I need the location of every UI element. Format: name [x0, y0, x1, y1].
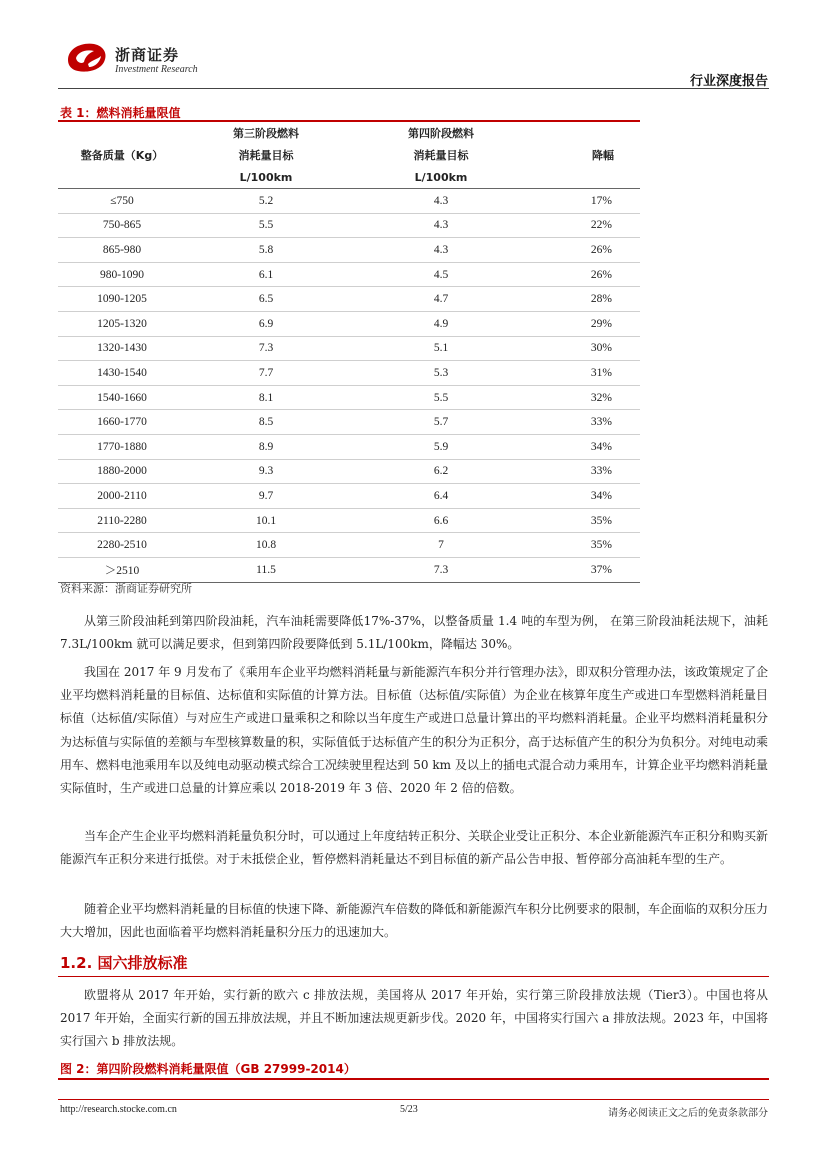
- cell-stage4: 5.7: [346, 410, 536, 435]
- cell-stage3: 7.3: [186, 336, 346, 361]
- cell-drop: 34%: [536, 484, 640, 509]
- cell-mass: 750-865: [58, 213, 186, 238]
- header-stage4-line2: 消耗量目标: [413, 149, 469, 162]
- table-row: [58, 484, 640, 509]
- header-stage4-unit: L/100km: [346, 166, 536, 189]
- table-row: [58, 311, 640, 336]
- cell-stage3: 10.1: [186, 508, 346, 533]
- cell-stage4: 5.3: [346, 361, 536, 386]
- header-stage3-unit: L/100km: [186, 166, 346, 189]
- header-mass: 整备质量（Kg）: [80, 149, 164, 162]
- table-row: [58, 557, 640, 582]
- cell-stage3: 8.1: [186, 385, 346, 410]
- cell-mass: 1430-1540: [58, 361, 186, 386]
- paragraph-3: 当车企产生企业平均燃料消耗量负积分时，可以通过上年度结转正积分、关联企业受让正积分、本企业新能源汽车正积分和购买新能源汽车正积分来进行抵偿。对于未抵偿企业，暂停燃料消耗量达不到目标值的新产品公告申报、暂停部分高油耗车型的生产。: [60, 829, 769, 867]
- cell-stage4: 6.4: [346, 484, 536, 509]
- cell-drop: 22%: [536, 213, 640, 238]
- cell-drop: 29%: [536, 311, 640, 336]
- header-stage4-line1: 第四阶段燃料: [408, 127, 474, 140]
- cell-stage3: 8.5: [186, 410, 346, 435]
- company-logo-icon: [64, 40, 110, 74]
- company-subtitle: Investment Research: [115, 64, 198, 75]
- table-caption: 表 1：燃料消耗量限值: [60, 106, 181, 120]
- cell-drop: 26%: [536, 262, 640, 287]
- cell-mass: 980-1090: [58, 262, 186, 287]
- cell-drop: 32%: [536, 385, 640, 410]
- cell-mass: 2110-2280: [58, 508, 186, 533]
- table-row: [58, 189, 640, 214]
- cell-stage4: 4.7: [346, 287, 536, 312]
- cell-mass: 1660-1770: [58, 410, 186, 435]
- cell-stage4: 4.9: [346, 311, 536, 336]
- table-row: [58, 459, 640, 484]
- footer-link[interactable]: http://research.stocke.com.cn: [60, 1104, 177, 1115]
- cell-drop: 35%: [536, 508, 640, 533]
- cell-drop: 31%: [536, 361, 640, 386]
- header-stage3-line1: 第三阶段燃料: [233, 127, 299, 140]
- cell-drop: 17%: [536, 189, 640, 214]
- cell-stage4: 5.9: [346, 434, 536, 459]
- table-row: [58, 434, 640, 459]
- cell-drop: 33%: [536, 410, 640, 435]
- cell-mass: 865-980: [58, 238, 186, 263]
- cell-mass: ＞2510: [58, 557, 186, 582]
- footer-disclaimer: 请务必阅读正文之后的免责条款部分: [608, 1108, 768, 1119]
- header-blank: [58, 122, 186, 144]
- section-divider: [58, 976, 769, 977]
- report-type: 行业深度报告: [689, 74, 768, 89]
- page-number: 5/23: [400, 1104, 418, 1115]
- cell-stage3: 11.5: [186, 557, 346, 582]
- cell-mass: 1770-1880: [58, 434, 186, 459]
- cell-mass: 1090-1205: [58, 287, 186, 312]
- paragraph-1: 从第三阶段油耗到第四阶段油耗，汽车油耗需要降低17%-37%，以整备质量 1.4 吨的车型为例， 在第三阶段油耗法规下，油耗 7.3L/100km 就可以满足要求，但到第四阶段要降低到 5.1L/100km，降幅达 30%。: [60, 614, 768, 652]
- cell-stage3: 9.7: [186, 484, 346, 509]
- cell-stage4: 6.2: [346, 459, 536, 484]
- cell-stage4: 4.3: [346, 189, 536, 214]
- cell-mass: ≤750: [58, 189, 186, 214]
- cell-mass: 1320-1430: [58, 336, 186, 361]
- cell-stage3: 8.9: [186, 434, 346, 459]
- cell-mass: 2000-2110: [58, 484, 186, 509]
- table-row: [58, 262, 640, 287]
- cell-stage3: 5.8: [186, 238, 346, 263]
- cell-stage4: 7.3: [346, 557, 536, 582]
- header-blank: [536, 122, 640, 144]
- table-source: 资料来源：浙商证券研究所: [60, 582, 192, 595]
- cell-drop: 37%: [536, 557, 640, 582]
- cell-stage4: 6.6: [346, 508, 536, 533]
- header-drop: 降幅: [592, 149, 614, 162]
- cell-mass: 1205-1320: [58, 311, 186, 336]
- figure-caption-divider: [58, 1078, 769, 1080]
- table-row: [58, 287, 640, 312]
- cell-stage3: 5.5: [186, 213, 346, 238]
- table-row: [58, 385, 640, 410]
- table-row: [58, 533, 640, 558]
- cell-stage3: 9.3: [186, 459, 346, 484]
- header-stage3-line2: 消耗量目标: [238, 149, 294, 162]
- table-row: [58, 410, 640, 435]
- table-row: [58, 238, 640, 263]
- footer-divider: [58, 1099, 769, 1100]
- figure-caption: 图 2：第四阶段燃料消耗量限值（GB 27999-2014）: [60, 1062, 356, 1076]
- table-row: [58, 361, 640, 386]
- paragraph-5: 欧盟将从 2017 年开始，实行新的欧六 c 排放法规，美国将从 2017 年开始，实行第三阶段排放法规（Tier3）。中国也将从 2017 年开始，全面实行新的国五排放法规，并且不断加速法规更新步伐。2020 年，中国将实行国六 a 排放法规。2023 年，中国将实行国六 b 排放法规。: [60, 988, 768, 1049]
- cell-drop: 30%: [536, 336, 640, 361]
- header-blank: [536, 166, 640, 189]
- paragraph-4: 随着企业平均燃料消耗量的目标值的快速下降、新能源汽车倍数的降低和新能源汽车积分比例要求的限制，车企面临的双积分压力大大增加，因此也面临着平均燃料消耗量积分压力的迅速加大。: [60, 902, 769, 940]
- cell-stage3: 6.5: [186, 287, 346, 312]
- table-row: [58, 213, 640, 238]
- fuel-consumption-table: [58, 122, 640, 583]
- cell-drop: 35%: [536, 533, 640, 558]
- header-divider: [58, 88, 769, 89]
- cell-stage3: 7.7: [186, 361, 346, 386]
- cell-stage4: 7: [346, 533, 536, 558]
- table-row: [58, 336, 640, 361]
- paragraph-2: 我国在 2017 年 9 月发布了《乘用车企业平均燃料消耗量与新能源汽车积分并行管理办法》，即双积分管理办法，该政策规定了企业平均燃料消耗量的目标值、达标值和实际值的计算方法。目标值（达标值/实际值）为企业在核算年度生产或进口车型燃料消耗量目标值（达标值/实际值）与对应生产或进口量乘积之和除以当年度生产或进口总量计算出的平均燃料消耗量。企业平均燃料消耗量积分为达标值与实际值的差额与车型核算数量的积，实际值低于达标值产生的积分为正积分，高于达标值产生的积分为负积分。对纯电动乘用车、燃料电池乘用车以及纯电动驱动模式综合工况续驶里程达到 50 km 及以上的插电式混合动力乘用车，计算企业平均燃料消耗量实际值时，生产或进口总量的计算应乘以 2018-2019 年 3 倍、2020 年 2 倍的倍数。: [60, 665, 769, 796]
- cell-mass: 2280-2510: [58, 533, 186, 558]
- table-row: [58, 508, 640, 533]
- cell-stage3: 6.9: [186, 311, 346, 336]
- cell-stage3: 6.1: [186, 262, 346, 287]
- company-name: 浙商证券: [115, 46, 180, 64]
- cell-drop: 26%: [536, 238, 640, 263]
- cell-stage4: 5.1: [346, 336, 536, 361]
- cell-stage3: 10.8: [186, 533, 346, 558]
- cell-stage4: 4.5: [346, 262, 536, 287]
- cell-drop: 28%: [536, 287, 640, 312]
- cell-drop: 33%: [536, 459, 640, 484]
- cell-stage4: 4.3: [346, 238, 536, 263]
- cell-mass: 1540-1660: [58, 385, 186, 410]
- section-title: 1.2. 国六排放标准: [60, 954, 188, 972]
- cell-stage4: 5.5: [346, 385, 536, 410]
- cell-stage4: 4.3: [346, 213, 536, 238]
- header-blank: [58, 166, 186, 189]
- cell-mass: 1880-2000: [58, 459, 186, 484]
- cell-drop: 34%: [536, 434, 640, 459]
- cell-stage3: 5.2: [186, 189, 346, 214]
